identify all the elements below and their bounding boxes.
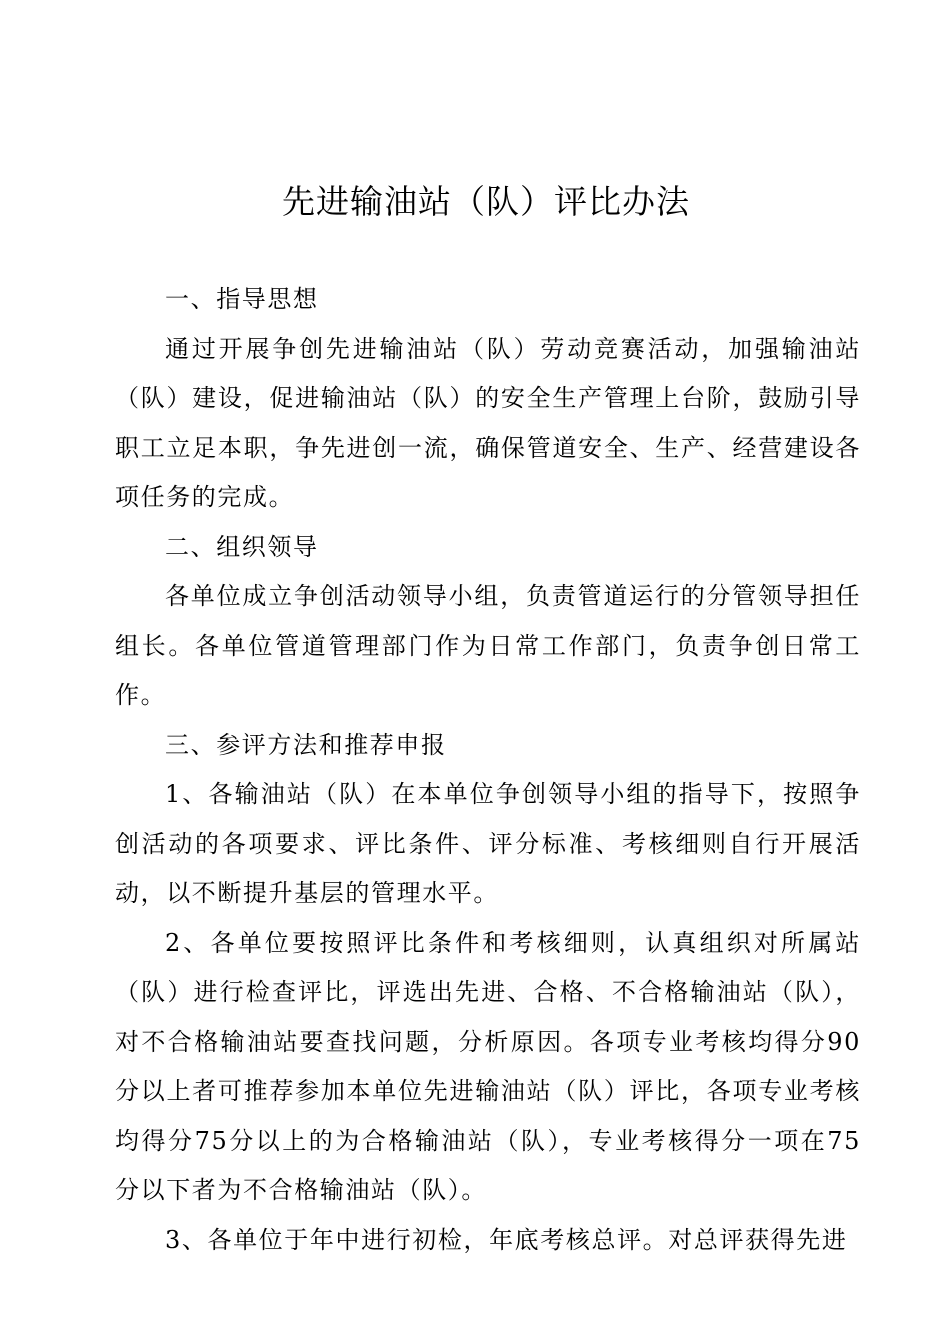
paragraph-evaluation-item-1: 1、各输油站（队）在本单位争创领导小组的指导下，按照争创活动的各项要求、评比条件、评分标准、考核细则自行开展活动，以不断提升基层的管理水平。 [115,780,861,907]
paragraph-evaluation-item-3: 3、各单位于年中进行初检，年底考核总评。对总评获得先进 [165,1225,848,1254]
section-heading-evaluation-method: 三、参评方法和推荐申报 [165,730,447,759]
paragraph-evaluation-item-2: 2、各单位要按照评比条件和考核细则，认真组织对所属站（队）进行检查评比，评选出先进、合格、不合格输油站（队），对不合格输油站要查找问题，分析原因。各项专业考核均得分90分以上者可推荐参加本单位先进输油站（队）评比，各项专业考核均得分75分以上的为合格输油站（队），专业考核得分一项在75分以下者为不合格输油站（队）。 [115,928,861,1204]
section-heading-guiding-ideology: 一、指导思想 [165,285,319,313]
document-title: 先进输油站（队）评比办法 [282,182,690,221]
paragraph-organization: 各单位成立争创活动领导小组，负责管道运行的分管领导担任组长。各单位管道管理部门作为日常工作部门，负责争创日常工作。 [115,582,861,709]
section-heading-organization: 二、组织领导 [165,532,319,561]
paragraph-guiding-ideology: 通过开展争创先进输油站（队）劳动竞赛活动，加强输油站（队）建设，促进输油站（队）的安全生产管理上台阶，鼓励引导职工立足本职，争先进创一流，确保管道安全、生产、经营建设各项任务的完成。 [115,334,861,511]
document-body [115,275,861,1265]
